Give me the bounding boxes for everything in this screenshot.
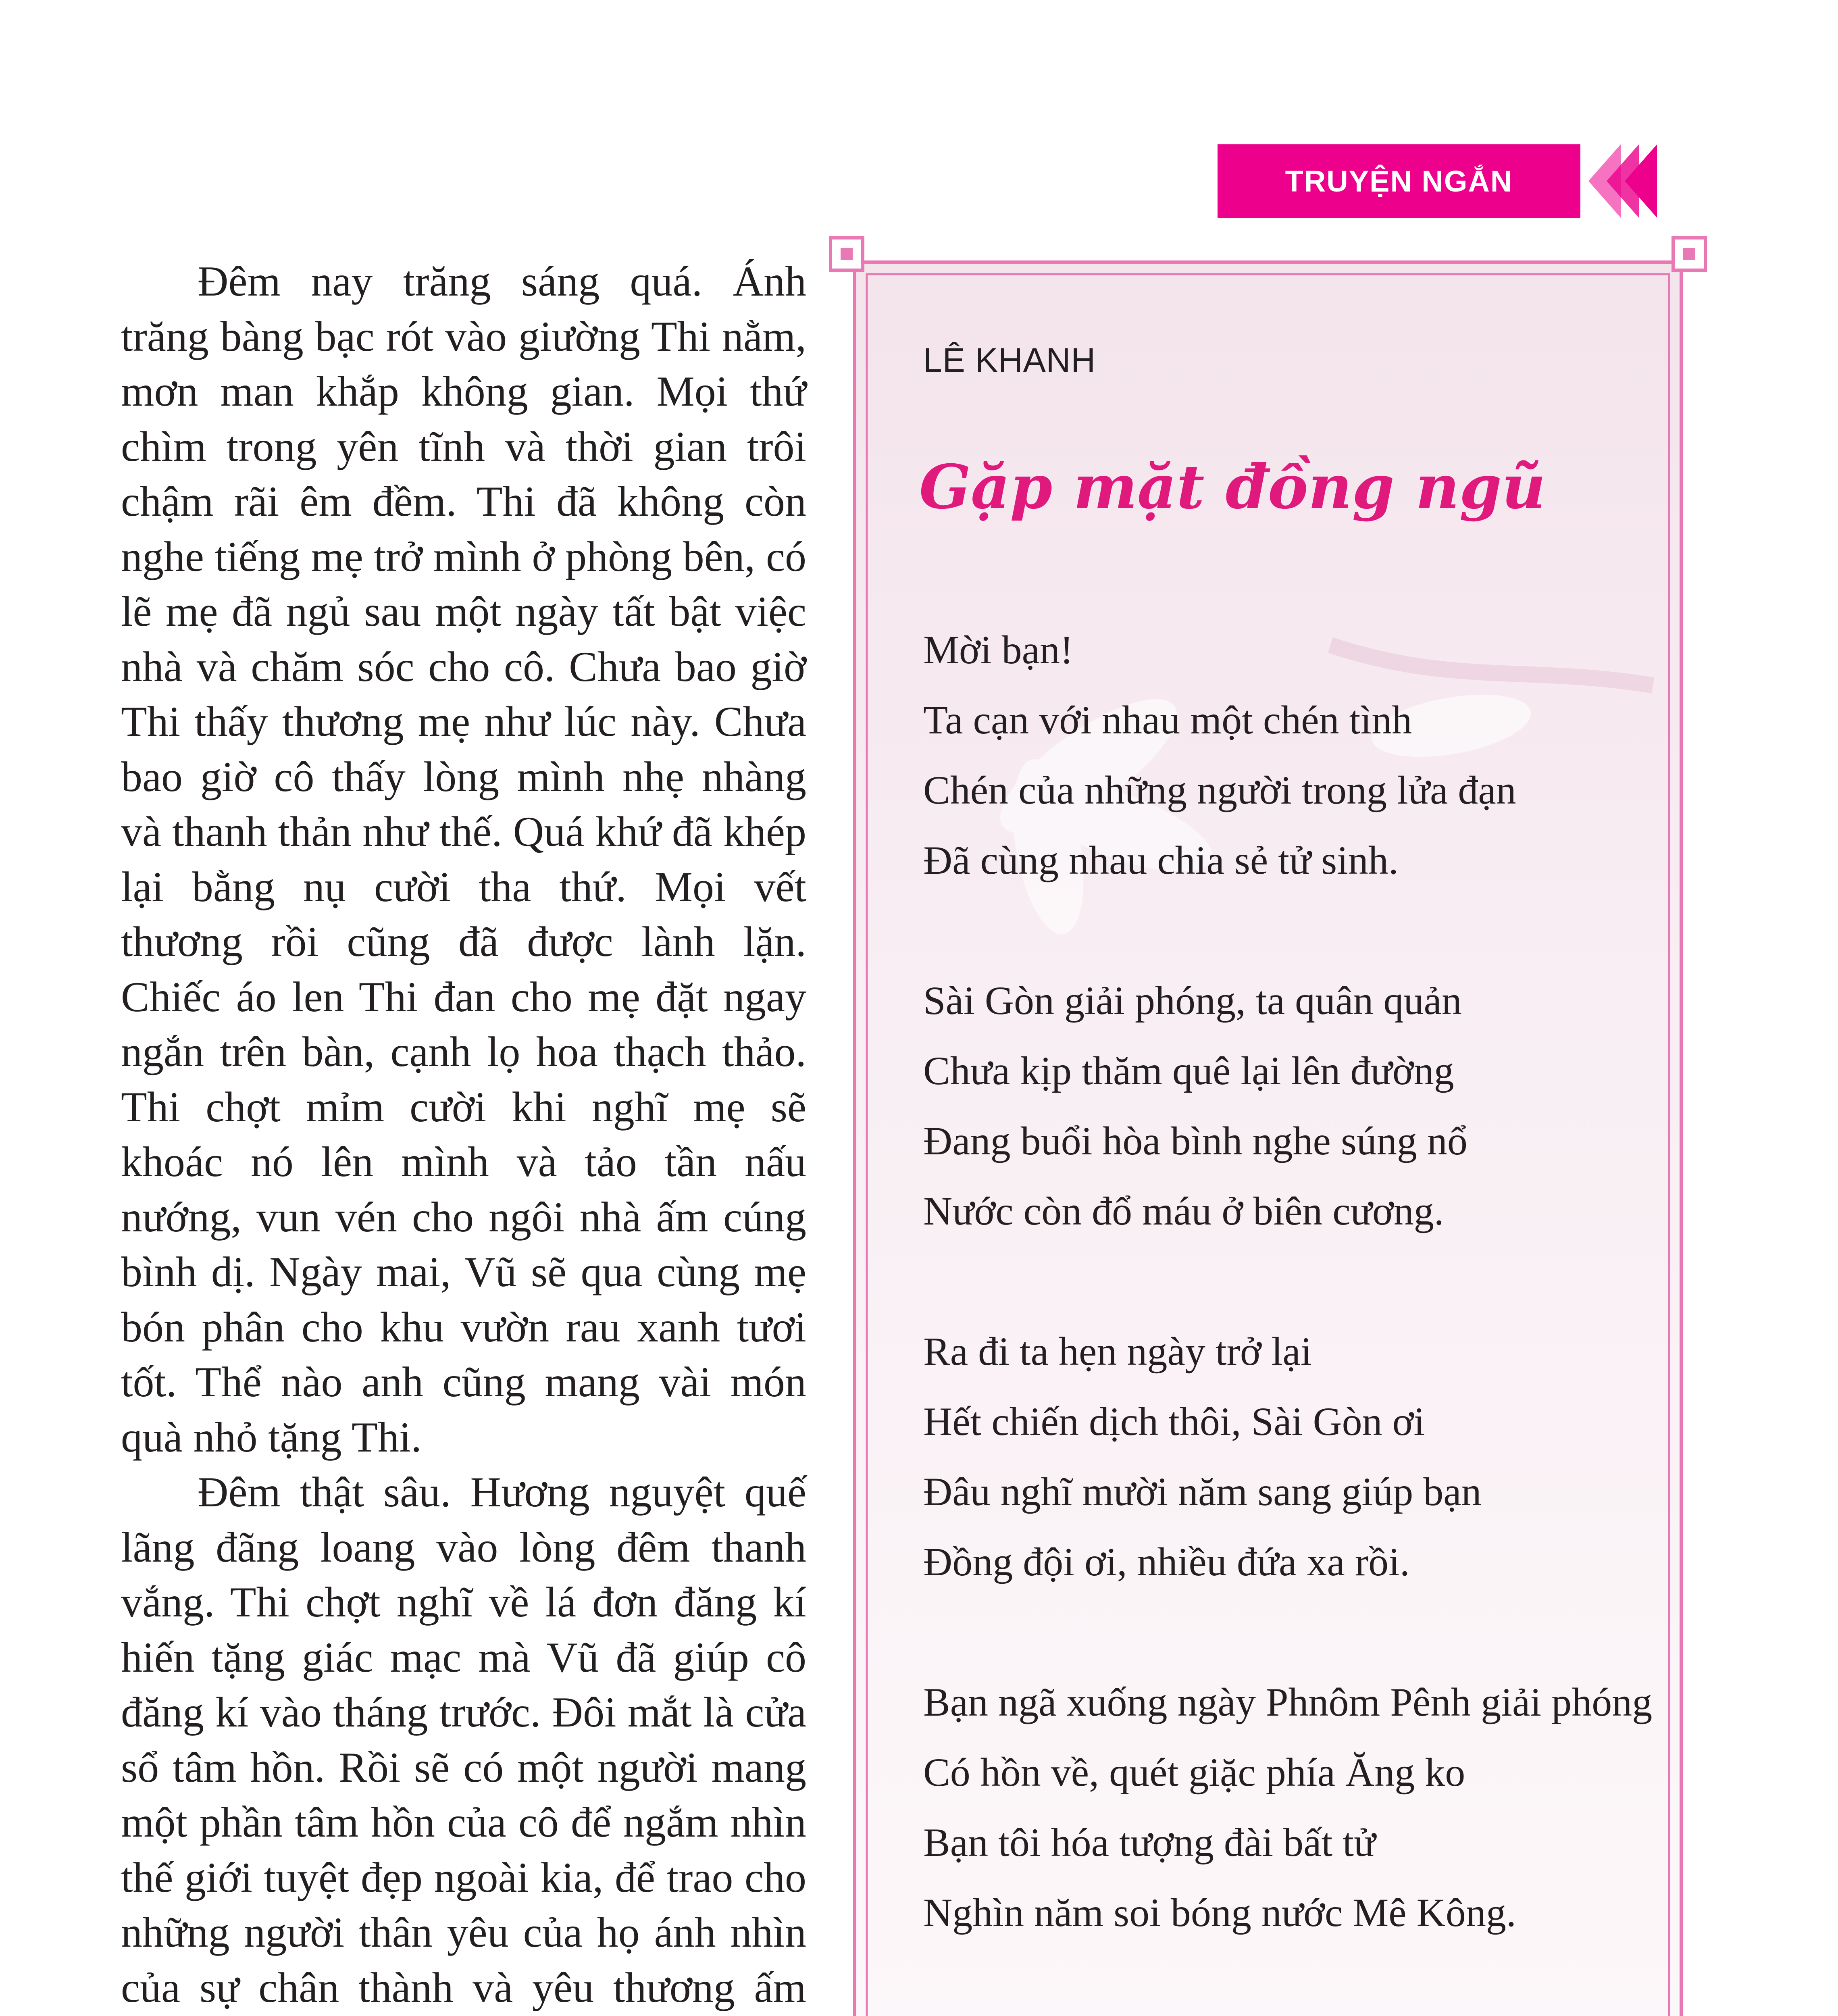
poem-stanza <box>923 1667 1689 1948</box>
poem-line: Đang buổi hòa bình nghe súng nổ <box>923 1118 1467 1163</box>
poem-line: Hết chiến dịch thôi, Sài Gòn ơi <box>923 1399 1425 1444</box>
poem-line: Sài Gòn giải phóng, ta quân quản <box>923 978 1462 1023</box>
poem-line: Đâu nghĩ mười năm sang giúp bạn <box>923 1469 1482 1514</box>
poem-stanza <box>923 615 1689 896</box>
story-paragraph: Đêm nay trăng sáng quá. Ánh trăng bàng bạc rót vào giường Thi nằm, mơn man khắp không gian. Mọi thứ chìm trong yên tĩnh và thời gian trôi chậm rãi êm đềm. Thi đã không còn nghe tiếng mẹ trở mình ở phòng bên, có lẽ mẹ đã ngủ sau một ngày tất bật việc nhà và chăm sóc cho cô. Chưa bao giờ Thi thấy thương mẹ như lúc này. Chưa bao giờ cô thấy lòng mình nhẹ nhàng và thanh thản như thế. Quá khứ đã khép lại bằng nụ cười tha thứ. Mọi vết thương rồi cũng đã được lành lặn. Chiếc áo len Thi đan cho mẹ đặt ngay ngắn trên bàn, cạnh lọ hoa thạch thảo. Thi chợt mỉm cười khi nghĩ mẹ sẽ khoác nó lên mình và tảo tần nấu nướng, vun vén cho ngôi nhà ấm cúng bình dị. Ngày mai, Vũ sẽ qua cùng mẹ bón phân cho khu vườn rau xanh tươi tốt. Thể nào anh cũng mang vài món quà nhỏ tặng Thi. <box>121 258 806 1461</box>
poem-line: Chưa kịp thăm quê lại lên đường <box>923 1048 1454 1093</box>
poem-body <box>923 615 1689 2016</box>
story-paragraph: Đêm thật sâu. Hương nguyệt quế lãng đãng loang vào lòng đêm thanh vắng. Thi chợt nghĩ về lá đơn đăng kí hiến tặng giác mạc mà Vũ đã giúp cô đăng kí vào tháng trước. Đôi mắt là cửa sổ tâm hồn. Rồi sẽ có một người mang một phần tâm hồn của cô để ngắm nhìn thế giới tuyệt đẹp ngoài kia, để trao cho những người thân yêu của họ ánh nhìn của sự chân thành và yêu thương ấm <box>121 1468 806 2011</box>
poem-title: Gặp mặt đồng ngũ <box>919 452 1546 523</box>
poem-line: Đã cùng nhau chia sẻ tử sinh. <box>923 838 1399 883</box>
poem-author: LÊ KHANH <box>923 341 1096 379</box>
poem-line: Có hồn về, quét giặc phía Ăng ko <box>923 1750 1465 1795</box>
poem-line: Ra đi ta hẹn ngày trở lại <box>923 1329 1312 1374</box>
poem-stanza <box>923 1316 1689 1597</box>
section-label: TRUYỆN NGẮN <box>1285 164 1513 198</box>
poem-stanza <box>923 966 1689 1246</box>
poem-line: Nước còn đổ máu ở biên cương. <box>923 1189 1444 1233</box>
poem-line: Chén của những người trong lửa đạn <box>923 768 1516 812</box>
poem-line: Mời bạn! <box>923 627 1074 672</box>
poem-line: Bạn ngã xuống ngày Phnôm Pênh giải phóng <box>923 1680 1653 1724</box>
poem-line: Bạn tôi hóa tượng đài bất tử <box>923 1820 1376 1865</box>
poem-line: Ta cạn với nhau một chén tình <box>923 698 1412 742</box>
poem-line: Nghìn năm soi bóng nước Mê Kông. <box>923 1890 1516 1935</box>
poem-line: Đồng đội ơi, nhiều đứa xa rồi. <box>923 1539 1410 1584</box>
